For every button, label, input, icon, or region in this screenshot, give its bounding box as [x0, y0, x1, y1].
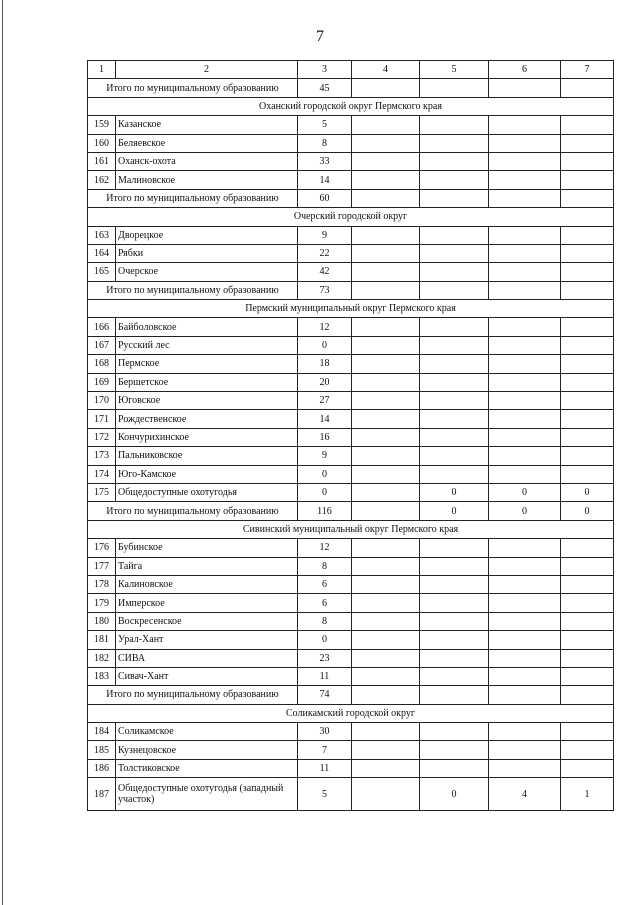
row-number: 169: [88, 373, 116, 391]
cell-col-5: [420, 649, 489, 667]
cell-col-3: 18: [298, 355, 352, 373]
hunting-ground-name: Русский лес: [116, 336, 298, 354]
hunting-ground-name: Беляевское: [116, 134, 298, 152]
row-number: 186: [88, 759, 116, 777]
header-col-7: 7: [561, 61, 614, 79]
cell-col-6: [489, 410, 561, 428]
cell-col-6: [489, 318, 561, 336]
cell-col-7: [561, 575, 614, 593]
hunting-ground-name: Бубинское: [116, 539, 298, 557]
hunting-ground-name: Пермское: [116, 355, 298, 373]
table-row: [88, 134, 614, 152]
hunting-ground-name: Рябки: [116, 244, 298, 262]
table-row: [88, 741, 614, 759]
row-number: 162: [88, 171, 116, 189]
cell-col-4: [352, 226, 420, 244]
row-number: 175: [88, 483, 116, 501]
table-row: [88, 667, 614, 685]
row-number: 174: [88, 465, 116, 483]
section-title: Соликамский городской округ: [88, 704, 614, 722]
page-edge-line: [2, 0, 3, 905]
cell-col-6: [489, 686, 561, 704]
cell-col-3: 42: [298, 263, 352, 281]
hunting-ground-name: Воскресенское: [116, 612, 298, 630]
cell-col-7: [561, 281, 614, 299]
hunting-ground-name: Общедоступные охотугодья: [116, 483, 298, 501]
cell-col-5: [420, 667, 489, 685]
row-number: 167: [88, 336, 116, 354]
header-col-5: 5: [420, 61, 489, 79]
cell-col-4: [352, 410, 420, 428]
cell-col-5: [420, 686, 489, 704]
cell-col-4: [352, 502, 420, 520]
cell-col-7: [561, 189, 614, 207]
section-title: Сивинский муниципальный округ Пермского края: [88, 520, 614, 538]
cell-col-6: [489, 392, 561, 410]
cell-col-4: [352, 189, 420, 207]
row-number: 176: [88, 539, 116, 557]
cell-col-3: 0: [298, 465, 352, 483]
total-row: [88, 686, 614, 704]
table-row: [88, 226, 614, 244]
cell-col-3: 8: [298, 134, 352, 152]
table-row: [88, 410, 614, 428]
cell-col-6: [489, 723, 561, 741]
section-header-row: [88, 208, 614, 226]
total-row: [88, 502, 614, 520]
cell-col-6: [489, 336, 561, 354]
cell-col-3: 45: [298, 79, 352, 97]
cell-col-4: [352, 741, 420, 759]
cell-col-4: [352, 134, 420, 152]
cell-col-4: [352, 759, 420, 777]
cell-col-7: [561, 759, 614, 777]
row-number: 185: [88, 741, 116, 759]
cell-col-5: [420, 171, 489, 189]
cell-col-7: [561, 318, 614, 336]
cell-col-3: 27: [298, 392, 352, 410]
hunting-ground-name: Байболовское: [116, 318, 298, 336]
cell-col-4: [352, 79, 420, 97]
hunting-ground-name: Пальниковское: [116, 447, 298, 465]
cell-col-3: 6: [298, 594, 352, 612]
cell-col-6: [489, 612, 561, 630]
cell-col-7: [561, 410, 614, 428]
cell-col-7: [561, 263, 614, 281]
header-col-1: 1: [88, 61, 116, 79]
cell-col-3: 60: [298, 189, 352, 207]
cell-col-7: [561, 226, 614, 244]
cell-col-7: [561, 723, 614, 741]
cell-col-5: [420, 447, 489, 465]
cell-col-5: [420, 244, 489, 262]
table-row: [88, 594, 614, 612]
cell-col-4: [352, 281, 420, 299]
cell-col-3: 8: [298, 612, 352, 630]
row-number: 182: [88, 649, 116, 667]
cell-col-3: 23: [298, 649, 352, 667]
cell-col-7: [561, 392, 614, 410]
cell-col-6: [489, 741, 561, 759]
row-number: 177: [88, 557, 116, 575]
total-label: Итого по муниципальному образованию: [88, 79, 298, 97]
hunting-ground-name: Урал-Хант: [116, 631, 298, 649]
cell-col-4: [352, 373, 420, 391]
cell-col-3: 12: [298, 318, 352, 336]
cell-col-4: [352, 244, 420, 262]
hunting-ground-name: Общедоступные охотугодья (западный участок): [116, 778, 298, 811]
cell-col-6: 0: [489, 502, 561, 520]
cell-col-5: [420, 539, 489, 557]
section-header-row: [88, 300, 614, 318]
row-number: 160: [88, 134, 116, 152]
cell-col-3: 8: [298, 557, 352, 575]
hunting-ground-name: Сивач-Хант: [116, 667, 298, 685]
cell-col-5: [420, 189, 489, 207]
table-row: [88, 392, 614, 410]
cell-col-6: [489, 116, 561, 134]
cell-col-7: [561, 373, 614, 391]
table-row: [88, 336, 614, 354]
row-number: 171: [88, 410, 116, 428]
cell-col-3: 0: [298, 483, 352, 501]
cell-col-4: [352, 594, 420, 612]
cell-col-7: [561, 667, 614, 685]
cell-col-6: [489, 263, 561, 281]
table-row: [88, 373, 614, 391]
table-row: [88, 465, 614, 483]
hunting-ground-name: Дворецкое: [116, 226, 298, 244]
table-row: [88, 631, 614, 649]
cell-col-4: [352, 631, 420, 649]
cell-col-4: [352, 447, 420, 465]
section-title: Пермский муниципальный округ Пермского края: [88, 300, 614, 318]
cell-col-7: [561, 594, 614, 612]
cell-col-5: [420, 759, 489, 777]
header-col-6: 6: [489, 61, 561, 79]
cell-col-4: [352, 686, 420, 704]
cell-col-3: 7: [298, 741, 352, 759]
cell-col-4: [352, 778, 420, 811]
cell-col-7: 0: [561, 483, 614, 501]
cell-col-7: [561, 355, 614, 373]
cell-col-4: [352, 263, 420, 281]
table-row: [88, 778, 614, 811]
cell-col-3: 9: [298, 447, 352, 465]
cell-col-4: [352, 428, 420, 446]
cell-col-6: [489, 171, 561, 189]
header-row: [88, 61, 614, 79]
cell-col-3: 33: [298, 152, 352, 170]
cell-col-5: [420, 226, 489, 244]
hunting-ground-name: Бершетское: [116, 373, 298, 391]
cell-col-6: [489, 355, 561, 373]
hunting-ground-name: Толстиковское: [116, 759, 298, 777]
cell-col-5: [420, 318, 489, 336]
cell-col-3: 73: [298, 281, 352, 299]
table-row: [88, 152, 614, 170]
cell-col-7: [561, 336, 614, 354]
cell-col-5: [420, 631, 489, 649]
cell-col-6: [489, 226, 561, 244]
total-row: [88, 281, 614, 299]
cell-col-3: 0: [298, 336, 352, 354]
table-row: [88, 244, 614, 262]
hunting-ground-name: Имперское: [116, 594, 298, 612]
cell-col-4: [352, 392, 420, 410]
hunting-ground-name: Оханск-охота: [116, 152, 298, 170]
row-number: 161: [88, 152, 116, 170]
cell-col-3: 16: [298, 428, 352, 446]
row-number: 187: [88, 778, 116, 811]
cell-col-3: 20: [298, 373, 352, 391]
section-title: Оханский городской округ Пермского края: [88, 97, 614, 115]
section-header-row: [88, 704, 614, 722]
hunting-ground-name: Калиновское: [116, 575, 298, 593]
table-row: [88, 612, 614, 630]
cell-col-6: [489, 649, 561, 667]
cell-col-5: [420, 152, 489, 170]
table-row: [88, 116, 614, 134]
cell-col-5: 0: [420, 502, 489, 520]
cell-col-4: [352, 152, 420, 170]
row-number: 172: [88, 428, 116, 446]
cell-col-4: [352, 465, 420, 483]
cell-col-6: [489, 447, 561, 465]
cell-col-7: [561, 631, 614, 649]
cell-col-7: [561, 171, 614, 189]
total-label: Итого по муниципальному образованию: [88, 502, 298, 520]
cell-col-4: [352, 171, 420, 189]
cell-col-5: 0: [420, 483, 489, 501]
section-header-row: [88, 97, 614, 115]
cell-col-5: 0: [420, 778, 489, 811]
row-number: 184: [88, 723, 116, 741]
cell-col-4: [352, 575, 420, 593]
cell-col-6: [489, 539, 561, 557]
hunting-ground-name: Соликамское: [116, 723, 298, 741]
row-number: 159: [88, 116, 116, 134]
cell-col-4: [352, 355, 420, 373]
hunting-ground-name: Рождественское: [116, 410, 298, 428]
cell-col-3: 9: [298, 226, 352, 244]
row-number: 181: [88, 631, 116, 649]
hunting-ground-name: Тайга: [116, 557, 298, 575]
hunting-ground-name: Кузнецовское: [116, 741, 298, 759]
cell-col-3: 12: [298, 539, 352, 557]
cell-col-5: [420, 575, 489, 593]
cell-col-7: [561, 741, 614, 759]
table-row: [88, 428, 614, 446]
cell-col-6: [489, 244, 561, 262]
cell-col-7: [561, 134, 614, 152]
cell-col-6: [489, 428, 561, 446]
cell-col-4: [352, 649, 420, 667]
cell-col-5: [420, 336, 489, 354]
cell-col-4: [352, 336, 420, 354]
hunting-ground-name: Юговское: [116, 392, 298, 410]
cell-col-4: [352, 539, 420, 557]
row-number: 163: [88, 226, 116, 244]
cell-col-3: 14: [298, 410, 352, 428]
row-number: 166: [88, 318, 116, 336]
cell-col-6: [489, 189, 561, 207]
cell-col-3: 5: [298, 116, 352, 134]
row-number: 178: [88, 575, 116, 593]
cell-col-6: [489, 557, 561, 575]
cell-col-6: [489, 631, 561, 649]
cell-col-4: [352, 116, 420, 134]
cell-col-7: [561, 686, 614, 704]
cell-col-7: 0: [561, 502, 614, 520]
table-row: [88, 447, 614, 465]
cell-col-7: [561, 79, 614, 97]
table-row: [88, 355, 614, 373]
cell-col-4: [352, 667, 420, 685]
table-row: [88, 318, 614, 336]
cell-col-7: [561, 539, 614, 557]
row-number: 183: [88, 667, 116, 685]
cell-col-3: 14: [298, 171, 352, 189]
cell-col-6: [489, 134, 561, 152]
cell-col-5: [420, 392, 489, 410]
cell-col-4: [352, 612, 420, 630]
cell-col-6: [489, 152, 561, 170]
cell-col-7: [561, 465, 614, 483]
row-number: 168: [88, 355, 116, 373]
total-row: [88, 189, 614, 207]
hunting-ground-name: Кончурихинское: [116, 428, 298, 446]
table-row: [88, 483, 614, 501]
row-number: 179: [88, 594, 116, 612]
row-number: 164: [88, 244, 116, 262]
cell-col-5: [420, 741, 489, 759]
cell-col-4: [352, 483, 420, 501]
hunting-grounds-table: [87, 60, 614, 811]
cell-col-5: [420, 557, 489, 575]
cell-col-3: 6: [298, 575, 352, 593]
cell-col-3: 5: [298, 778, 352, 811]
cell-col-6: [489, 575, 561, 593]
cell-col-5: [420, 79, 489, 97]
cell-col-7: [561, 649, 614, 667]
row-number: 165: [88, 263, 116, 281]
cell-col-5: [420, 116, 489, 134]
cell-col-7: [561, 447, 614, 465]
table-body: [88, 79, 614, 811]
cell-col-7: [561, 116, 614, 134]
hunting-ground-name: Юго-Камское: [116, 465, 298, 483]
cell-col-3: 30: [298, 723, 352, 741]
total-row: [88, 79, 614, 97]
cell-col-5: [420, 410, 489, 428]
cell-col-7: [561, 612, 614, 630]
table-row: [88, 557, 614, 575]
cell-col-6: [489, 281, 561, 299]
cell-col-6: 0: [489, 483, 561, 501]
section-header-row: [88, 520, 614, 538]
cell-col-3: 11: [298, 759, 352, 777]
cell-col-6: [489, 79, 561, 97]
cell-col-5: [420, 355, 489, 373]
cell-col-6: [489, 465, 561, 483]
cell-col-3: 11: [298, 667, 352, 685]
header-col-3: 3: [298, 61, 352, 79]
table-row: [88, 759, 614, 777]
row-number: 170: [88, 392, 116, 410]
total-label: Итого по муниципальному образованию: [88, 686, 298, 704]
header-col-2: 2: [116, 61, 298, 79]
table-row: [88, 575, 614, 593]
cell-col-5: [420, 281, 489, 299]
cell-col-7: 1: [561, 778, 614, 811]
cell-col-5: [420, 465, 489, 483]
cell-col-3: 0: [298, 631, 352, 649]
table-row: [88, 539, 614, 557]
cell-col-5: [420, 373, 489, 391]
header-col-4: 4: [352, 61, 420, 79]
cell-col-3: 116: [298, 502, 352, 520]
cell-col-5: [420, 612, 489, 630]
cell-col-6: 4: [489, 778, 561, 811]
hunting-ground-name: Казанское: [116, 116, 298, 134]
table-row: [88, 723, 614, 741]
hunting-ground-name: Очерское: [116, 263, 298, 281]
cell-col-6: [489, 667, 561, 685]
page-number: 7: [316, 28, 324, 45]
cell-col-7: [561, 557, 614, 575]
table-row: [88, 171, 614, 189]
cell-col-5: [420, 428, 489, 446]
cell-col-7: [561, 244, 614, 262]
cell-col-3: 22: [298, 244, 352, 262]
hunting-ground-name: СИВА: [116, 649, 298, 667]
cell-col-6: [489, 594, 561, 612]
row-number: 180: [88, 612, 116, 630]
cell-col-4: [352, 723, 420, 741]
cell-col-5: [420, 134, 489, 152]
cell-col-4: [352, 318, 420, 336]
cell-col-7: [561, 152, 614, 170]
section-title: Очерский городской округ: [88, 208, 614, 226]
cell-col-6: [489, 759, 561, 777]
cell-col-5: [420, 594, 489, 612]
table-row: [88, 263, 614, 281]
hunting-ground-name: Малиновское: [116, 171, 298, 189]
cell-col-5: [420, 723, 489, 741]
row-number: 173: [88, 447, 116, 465]
cell-col-6: [489, 373, 561, 391]
total-label: Итого по муниципальному образованию: [88, 281, 298, 299]
cell-col-3: 74: [298, 686, 352, 704]
cell-col-5: [420, 263, 489, 281]
total-label: Итого по муниципальному образованию: [88, 189, 298, 207]
cell-col-7: [561, 428, 614, 446]
cell-col-4: [352, 557, 420, 575]
table-row: [88, 649, 614, 667]
